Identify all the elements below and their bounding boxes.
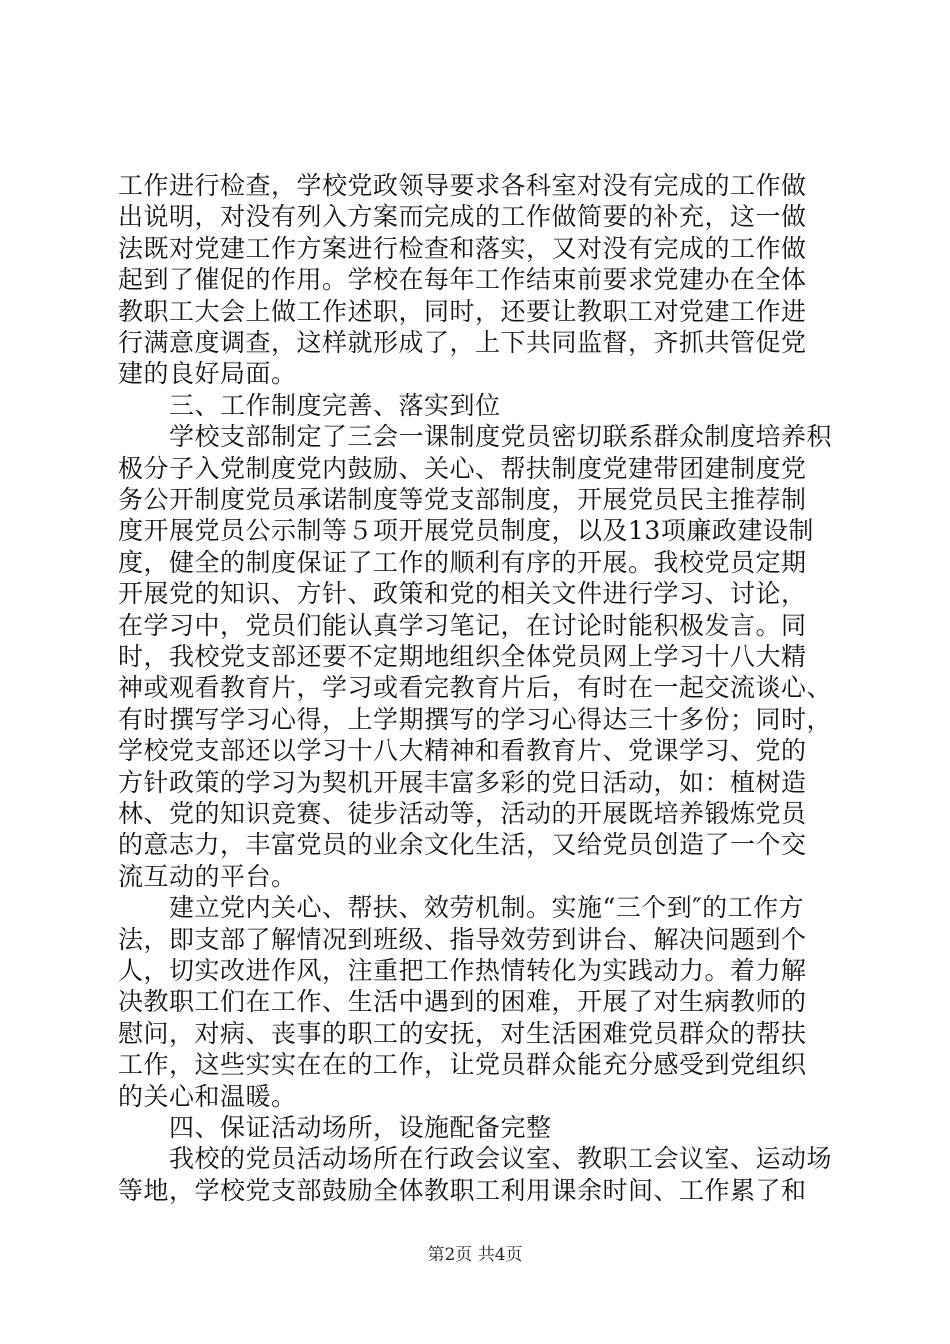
text-line: 极分子入党制度党内鼓励、关心、帮扶制度党建带团建制度党	[118, 453, 807, 483]
text-line: 时，我校党支部还要不定期地组织全体党员网上学习十八大精	[118, 642, 807, 671]
text-line: 务公开制度党员承诺制度等党支部制度，开展党员民主推荐制	[118, 485, 807, 514]
text-line: 建立党内关心、帮扶、效劳机制。实施“三个到″的工作方	[118, 893, 805, 923]
text-line: 工作，这些实实在在的工作，让党员群众能充分感受到党组织	[118, 1050, 807, 1080]
text-line: 行满意度调查，这样就形成了，上下共同监督，齐抓共管促党	[118, 328, 807, 357]
text-line: 学校支部制定了三会一课制度党员密切联系群众制度培养积	[118, 422, 833, 452]
text-line: 人，切实改进作风，注重把工作热情转化为实践动力。着力解	[118, 956, 807, 985]
page-number-footer: 第2页 共4页	[427, 1245, 523, 1265]
text-line: 的关心和温暖。	[118, 1081, 297, 1111]
text-line: 建的良好局面。	[118, 359, 297, 389]
text-line: 我校的党员活动场所在行政会议室、教职工会议室、运动场	[118, 1144, 833, 1174]
text-line: 慰问，对病、丧事的职工的安抚，对生活困难党员群众的帮扶	[118, 1018, 807, 1048]
text-line: 法既对党建工作方案进行检查和落实，又对没有完成的工作做	[118, 233, 807, 263]
text-line: 的意志力，丰富党员的业余文化生活，又给党员创造了一个交	[118, 830, 807, 860]
text-line: 出说明，对没有列入方案而完成的工作做简要的补充，这一做	[118, 202, 807, 232]
text-line: 教职工大会上做工作述职，同时，还要让教职工对党建工作进	[118, 296, 807, 326]
text-line: 开展党的知识、方针、政策和党的相关文件进行学习、讨论，	[118, 579, 807, 609]
section-heading: 三、工作制度完善、落实到位	[118, 390, 501, 420]
text-line: 法，即支部了解情况到班级、指导效劳到讲台、解决问题到个	[118, 924, 807, 954]
section-heading: 四、保证活动场所，设施配备完整	[118, 1113, 552, 1142]
text-line: 林、党的知识竞赛、徒步活动等，活动的开展既培养锻炼党员	[118, 799, 807, 828]
text-line: 决教职工们在工作、生活中遇到的困难，开展了对生病教师的	[118, 987, 807, 1017]
text-line: 等地，学校党支部鼓励全体教职工利用课余时间、工作累了和	[118, 1175, 807, 1205]
text-line: 流互动的平台。	[118, 861, 297, 891]
text-line: 度，健全的制度保证了工作的顺利有序的开展。我校党员定期	[118, 547, 807, 577]
text-line: 在学习中，党员们能认真学习笔记，在讨论时能积极发言。同	[118, 610, 807, 640]
text-line: 起到了催促的作用。学校在每年工作结束前要求党建办在全体	[118, 265, 807, 295]
text-line: 度开展党员公示制等５项开展党员制度，以及13项廉政建设制	[118, 516, 814, 546]
text-line: 方针政策的学习为契机开展丰富多彩的党日活动，如：植树造	[118, 767, 807, 797]
text-line: 神或观看教育片，学习或看完教育片后，有时在一起交流谈心、	[118, 673, 833, 703]
text-line: 有时撰写学习心得，上学期撰写的学习心得达三十多份；同时，	[118, 704, 833, 734]
text-line: 学校党支部还以学习十八大精神和看教育片、党课学习、党的	[118, 736, 807, 766]
text-line: 工作进行检查，学校党政领导要求各科室对没有完成的工作做	[118, 171, 807, 200]
